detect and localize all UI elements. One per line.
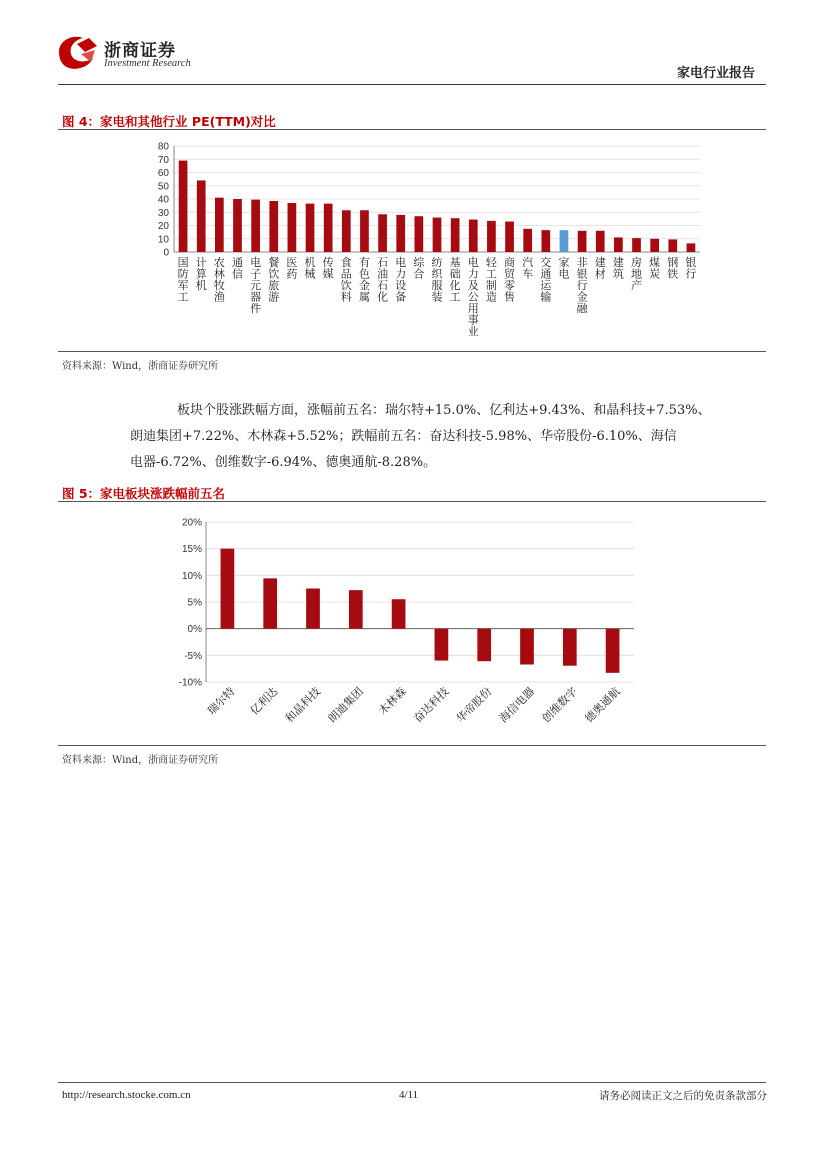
x-tick-label: 创维数字 — [539, 684, 580, 726]
bar — [342, 210, 351, 252]
figure5-top-rule — [58, 501, 766, 502]
figure4-top-rule — [58, 129, 766, 130]
logo-chinese-name: 浙商证券 — [104, 41, 176, 61]
bar — [360, 210, 369, 252]
x-tick-label: 国防军工 — [177, 256, 189, 304]
bar — [596, 231, 605, 252]
x-tick-label: 商贸零售 — [504, 256, 516, 304]
bar — [306, 204, 315, 252]
x-tick-label: 电力及公用事业 — [467, 256, 479, 338]
bar — [563, 629, 577, 666]
x-tick-label: 食品饮料 — [340, 256, 352, 304]
x-tick-label: 轻工制造 — [485, 256, 497, 304]
bar — [650, 239, 659, 252]
y-tick-label: 30 — [157, 207, 169, 219]
x-tick-label: 煤炭 — [649, 256, 661, 281]
x-tick-label: 银行 — [685, 256, 697, 281]
page-number: 4/11 — [399, 1089, 419, 1101]
y-tick-label: 70 — [157, 154, 169, 166]
bar — [520, 629, 534, 665]
bar — [233, 199, 242, 252]
bar — [560, 230, 569, 252]
y-tick-label: 0% — [187, 624, 202, 636]
bar — [433, 218, 442, 252]
bar — [215, 198, 224, 252]
x-tick-label: 华帝股份 — [454, 684, 495, 726]
figure5-source: 资料来源：Wind，浙商证券研究所 — [62, 755, 219, 766]
x-tick-label: 传媒 — [322, 256, 334, 281]
bar — [606, 629, 620, 673]
x-tick-label: 和晶科技 — [282, 684, 324, 726]
footer-divider — [58, 1082, 766, 1083]
y-tick-label: -10% — [178, 677, 202, 689]
y-tick-label: 5% — [187, 597, 202, 609]
x-tick-label: 机械 — [304, 256, 316, 281]
bar — [523, 229, 532, 252]
figure4-source: 资料来源：Wind，浙商证券研究所 — [62, 361, 219, 372]
y-tick-label: 40 — [157, 194, 169, 206]
bar — [435, 629, 449, 661]
x-tick-label: 朗迪集团 — [325, 684, 366, 726]
y-tick-label: 15% — [181, 544, 202, 556]
x-tick-label: 综合 — [413, 256, 425, 281]
x-tick-label: 瑞尔特 — [204, 684, 238, 718]
x-tick-label: 德奥通航 — [582, 684, 623, 726]
x-tick-label: 农林牧渔 — [213, 256, 225, 304]
bar — [251, 200, 260, 252]
x-tick-label: 亿利达 — [247, 684, 281, 718]
figure5-title: 图 5：家电板块涨跌幅前五名 — [62, 486, 226, 501]
body-paragraph-rest — [130, 424, 770, 476]
footer-url-link[interactable]: http://research.stocke.com.cn — [62, 1089, 191, 1101]
figure5-bottom-rule — [58, 745, 766, 746]
bar — [263, 578, 277, 628]
bar — [179, 161, 188, 252]
pe-comparison-chart — [130, 138, 710, 348]
x-tick-label: 奋达科技 — [411, 684, 452, 726]
y-tick-label: 10% — [181, 570, 202, 582]
bar — [269, 201, 278, 252]
y-tick-label: 10 — [157, 234, 169, 246]
figure4-bottom-rule — [58, 351, 766, 352]
x-tick-label: 电力设备 — [395, 256, 407, 304]
logo-english-name: Investment Research — [104, 58, 191, 69]
body-paragraph-line1: 板块个股涨跌幅方面，涨幅前五名：瑞尔特+15.0%、亿利达+9.43%、和晶科技+7.53%、 — [177, 403, 711, 418]
bar — [614, 237, 623, 252]
x-tick-label: 有色金属 — [358, 256, 370, 304]
bar — [221, 549, 235, 629]
y-tick-label: 50 — [157, 181, 169, 193]
bar — [324, 204, 333, 252]
x-tick-label: 钢铁 — [667, 256, 679, 281]
y-tick-label: -5% — [184, 650, 202, 662]
y-tick-label: 20 — [157, 221, 169, 232]
bar — [487, 221, 496, 252]
x-tick-label: 家电 — [558, 256, 570, 281]
bar — [505, 222, 514, 252]
x-tick-label: 计算机 — [195, 256, 207, 292]
bar — [477, 629, 491, 662]
x-tick-label: 通信 — [231, 256, 243, 281]
bar — [469, 220, 478, 252]
bar — [197, 180, 206, 252]
body-paragraph-line3: 电器-6.72%、创维数字-6.94%、德奥通航-8.28%。 — [130, 455, 437, 470]
bar — [392, 599, 406, 628]
bar — [306, 589, 320, 629]
x-tick-label: 海信电器 — [496, 684, 538, 726]
x-tick-label: 石油石化 — [377, 256, 389, 304]
bar — [541, 230, 550, 252]
bar — [378, 214, 387, 252]
x-tick-label: 建材 — [594, 256, 606, 281]
x-tick-label: 交通运输 — [540, 256, 552, 304]
x-tick-label: 纺织服装 — [431, 256, 443, 304]
bar — [687, 243, 696, 252]
report-title: 家电行业报告 — [676, 66, 755, 81]
bar — [632, 238, 641, 252]
body-paragraph-line2: 朗迪集团+7.22%、木林森+5.52%；跌幅前五名：奋达科技-5.98%、华帝股份-6.10%、海信 — [130, 429, 677, 444]
x-tick-label: 房地产 — [631, 256, 643, 292]
x-tick-label: 基础化工 — [449, 256, 461, 304]
x-tick-label: 非银行金融 — [576, 256, 588, 315]
y-tick-label: 0 — [163, 247, 169, 259]
disclaimer-note: 请务必阅读正文之后的免责条款部分 — [599, 1090, 767, 1102]
y-tick-label: 80 — [157, 141, 169, 153]
bar — [349, 590, 363, 629]
y-tick-label: 20% — [181, 517, 202, 529]
x-tick-label: 医药 — [286, 256, 298, 281]
bar — [396, 215, 405, 252]
bar — [288, 203, 297, 252]
bar — [415, 216, 424, 252]
bar — [668, 239, 677, 252]
y-tick-label: 60 — [157, 168, 169, 179]
stock-change-chart — [130, 510, 650, 740]
x-tick-label: 餐饮旅游 — [268, 256, 280, 304]
header-divider — [58, 84, 766, 85]
bar — [578, 231, 587, 252]
x-tick-label: 木林森 — [376, 684, 409, 718]
x-tick-label: 汽车 — [522, 256, 534, 281]
bar — [451, 218, 460, 252]
company-logo-icon — [55, 32, 101, 72]
x-tick-label: 建筑 — [612, 256, 624, 281]
figure4-title: 图 4：家电和其他行业 PE(TTM)对比 — [62, 114, 276, 129]
x-tick-label: 电子元器件 — [250, 256, 262, 315]
